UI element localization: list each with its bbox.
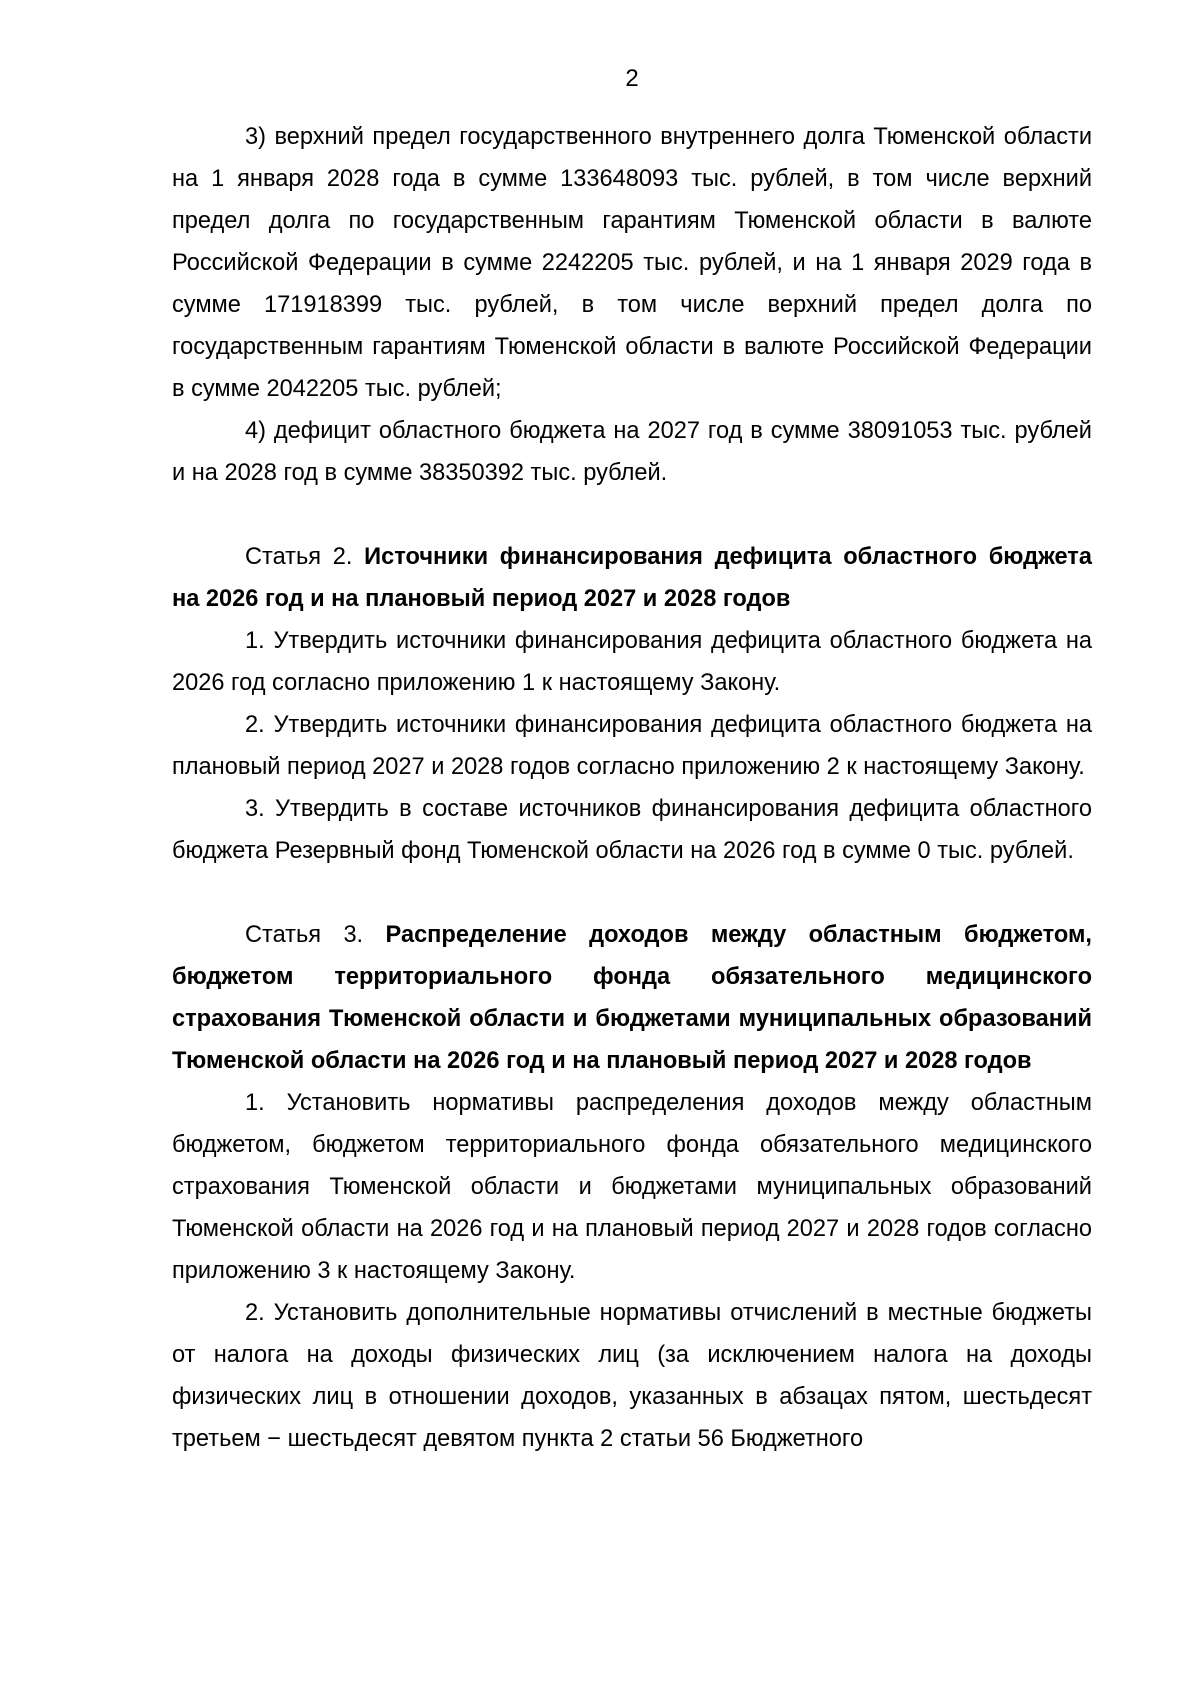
article-2-label: Статья 2.: [245, 544, 353, 570]
article-2-title: [172, 536, 1092, 620]
paragraph-debt-limit: 3) верхний предел государственного внутреннего долга Тюменской области на 1 января 2028 года в сумме 133648093 тыс. рублей, в том числе верхний предел долга по государственным гарантиям Тюменской области в валюте Российской Федерации в сумме 2242205 тыс. рублей, и на 1 января 2029 года в сумме 171918399 тыс. рублей, в том числе верхний предел долга по государственным гарантиям Тюменской области в валюте Российской Федерации в сумме 2042205 тыс. рублей;: [172, 124, 1092, 402]
page-number: 2: [625, 65, 639, 92]
article-2-item-2: 2. Утвердить источники финансирования дефицита областного бюджета на плановый период 2027 и 2028 годов согласно приложению 2 к настоящему Закону.: [172, 712, 1092, 780]
article-3-title: [172, 914, 1092, 1082]
article-3-label: Статья 3.: [245, 922, 364, 948]
article-2-heading: Источники финансирования дефицита областного бюджета на 2026 год и на плановый период 2027 и 2028 годов: [172, 544, 1092, 612]
article-2-item-3: 3. Утвердить в составе источников финансирования дефицита областного бюджета Резервный фонд Тюменской области на 2026 год в сумме 0 тыс. рублей.: [172, 796, 1092, 864]
document-body: [172, 116, 1092, 1460]
paragraph-deficit: 4) дефицит областного бюджета на 2027 год в сумме 38091053 тыс. рублей и на 2028 год в сумме 38350392 тыс. рублей.: [172, 418, 1092, 486]
section-spacer: [172, 872, 1092, 914]
article-3-item-1: 1. Установить нормативы распределения доходов между областным бюджетом, бюджетом территориального фонда обязательного медицинского страхования Тюменской области и бюджетами муниципальных образований Тюменской области на 2026 год и на плановый период 2027 и 2028 годов согласно приложению 3 к настоящему Закону.: [172, 1090, 1092, 1284]
article-3-item-2: 2. Установить дополнительные нормативы отчислений в местные бюджеты от налога на доходы физических лиц (за исключением налога на доходы физических лиц в отношении доходов, указанных в абзацах пятом, шестьдесят третьем − шестьдесят девятом пункта 2 статьи 56 Бюджетного: [172, 1300, 1092, 1452]
article-3-heading: Распределение доходов между областным бюджетом, бюджетом территориального фонда обязательного медицинского страхования Тюменской области и бюджетами муниципальных образований Тюменской области на 2026 год и на плановый период 2027 и 2028 годов: [172, 922, 1092, 1074]
article-2-item-1: 1. Утвердить источники финансирования дефицита областного бюджета на 2026 год согласно приложению 1 к настоящему Закону.: [172, 628, 1092, 696]
section-spacer: [172, 494, 1092, 536]
